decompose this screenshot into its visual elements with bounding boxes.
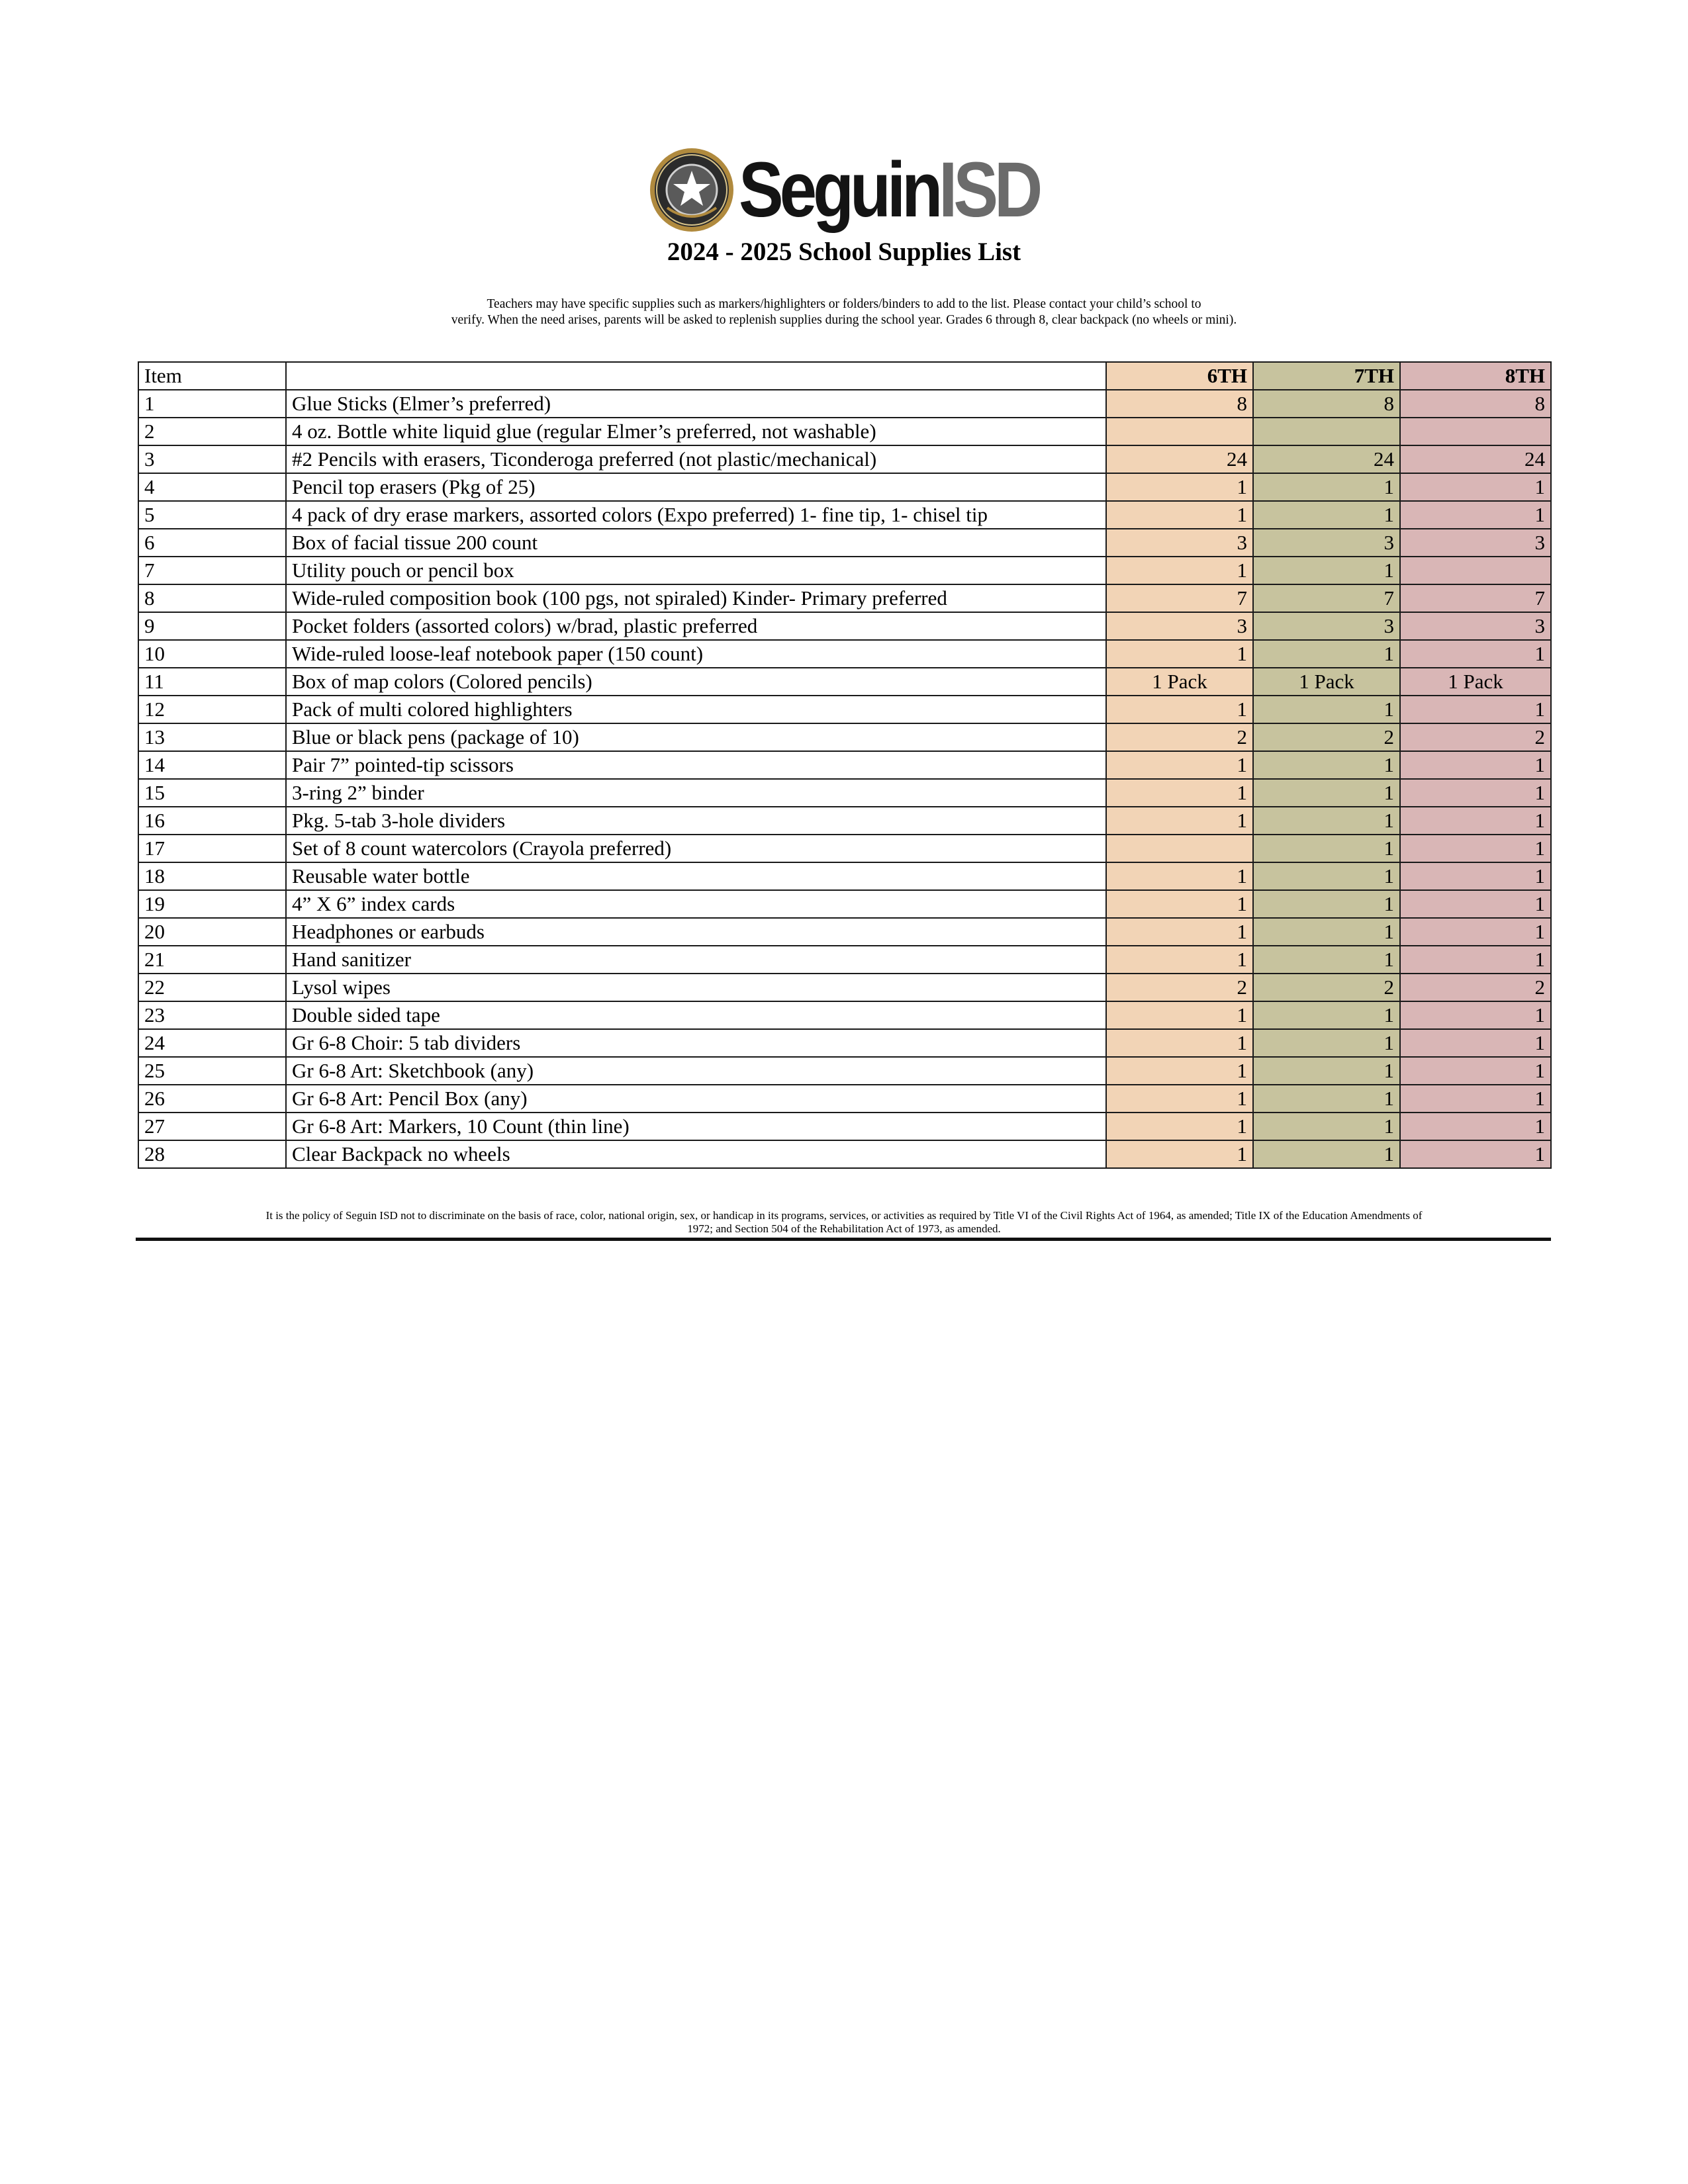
- cell-grade-8: 1: [1400, 1057, 1551, 1085]
- cell-grade-8: 1: [1400, 918, 1551, 946]
- cell-grade-6: 1: [1106, 640, 1253, 668]
- cell-description: Lysol wipes: [286, 974, 1106, 1001]
- cell-item-number: 18: [138, 862, 286, 890]
- intro-line: verify. When the need arises, parents will be asked to replenish supplies during the school year. Grades 6 through 8, clear backpack (no wheels or mini).: [451, 313, 1237, 327]
- cell-item-number: 21: [138, 946, 286, 974]
- table-row: [138, 640, 1551, 668]
- table-row: [138, 418, 1551, 445]
- cell-grade-8: 1: [1400, 501, 1551, 529]
- cell-grade-6: 2: [1106, 723, 1253, 751]
- table-row: [138, 501, 1551, 529]
- cell-grade-7: 1: [1253, 918, 1400, 946]
- cell-grade-8: 2: [1400, 723, 1551, 751]
- cell-description: 4 pack of dry erase markers, assorted colors (Expo preferred) 1- fine tip, 1- chisel tip: [286, 501, 1106, 529]
- cell-grade-8: 3: [1400, 612, 1551, 640]
- table-row: [138, 1085, 1551, 1113]
- supplies-table-body: [138, 362, 1551, 1168]
- cell-description: 4 oz. Bottle white liquid glue (regular Elmer’s preferred, not washable): [286, 418, 1106, 445]
- table-header-row: [138, 362, 1551, 390]
- cell-description: Gr 6-8 Art: Pencil Box (any): [286, 1085, 1106, 1113]
- cell-grade-7: 1: [1253, 640, 1400, 668]
- table-row: [138, 696, 1551, 723]
- cell-grade-7: 7: [1253, 584, 1400, 612]
- cell-grade-6: [1106, 835, 1253, 862]
- cell-grade-6: 1: [1106, 1140, 1253, 1168]
- cell-description: Hand sanitizer: [286, 946, 1106, 974]
- cell-grade-6: 1: [1106, 501, 1253, 529]
- cell-grade-6: 1: [1106, 557, 1253, 584]
- cell-grade-6: 1: [1106, 946, 1253, 974]
- cell-item-number: 23: [138, 1001, 286, 1029]
- cell-item-number: 28: [138, 1140, 286, 1168]
- cell-grade-6: 8: [1106, 390, 1253, 418]
- cell-description: Utility pouch or pencil box: [286, 557, 1106, 584]
- cell-description: Pair 7” pointed-tip scissors: [286, 751, 1106, 779]
- brand-wordmark-isd: ISD: [939, 146, 1039, 234]
- cell-description: Gr 6-8 Art: Sketchbook (any): [286, 1057, 1106, 1085]
- cell-grade-7: 3: [1253, 612, 1400, 640]
- cell-description: Pencil top erasers (Pkg of 25): [286, 473, 1106, 501]
- table-row: [138, 1140, 1551, 1168]
- cell-grade-6: 1: [1106, 1001, 1253, 1029]
- cell-description: Headphones or earbuds: [286, 918, 1106, 946]
- header-grade-7: 7TH: [1253, 362, 1400, 390]
- brand-wordmark-seguin: Seguin: [739, 146, 939, 234]
- cell-description: Pack of multi colored highlighters: [286, 696, 1106, 723]
- table-row: [138, 946, 1551, 974]
- cell-grade-7: 1: [1253, 473, 1400, 501]
- footer-divider: [136, 1238, 1551, 1241]
- intro-note: [371, 296, 1317, 328]
- table-row: [138, 974, 1551, 1001]
- cell-grade-7: 1: [1253, 1113, 1400, 1140]
- cell-grade-6: 3: [1106, 612, 1253, 640]
- cell-grade-7: 1: [1253, 807, 1400, 835]
- cell-description: Blue or black pens (package of 10): [286, 723, 1106, 751]
- table-row: [138, 751, 1551, 779]
- cell-description: Box of map colors (Colored pencils): [286, 668, 1106, 696]
- cell-grade-6: 1: [1106, 1057, 1253, 1085]
- cell-grade-8: 1: [1400, 1140, 1551, 1168]
- cell-grade-8: 1: [1400, 473, 1551, 501]
- cell-item-number: 15: [138, 779, 286, 807]
- cell-grade-8: 1: [1400, 862, 1551, 890]
- cell-item-number: 7: [138, 557, 286, 584]
- cell-grade-8: 2: [1400, 974, 1551, 1001]
- cell-description: Pocket folders (assorted colors) w/brad, plastic preferred: [286, 612, 1106, 640]
- cell-item-number: 13: [138, 723, 286, 751]
- cell-grade-6: 1: [1106, 862, 1253, 890]
- cell-description: Box of facial tissue 200 count: [286, 529, 1106, 557]
- cell-item-number: 17: [138, 835, 286, 862]
- disclaimer-line: 1972; and Section 504 of the Rehabilitation Act of 1973, as amended.: [687, 1222, 1001, 1235]
- cell-grade-7: 1: [1253, 501, 1400, 529]
- cell-grade-6: 2: [1106, 974, 1253, 1001]
- cell-grade-7: 1: [1253, 696, 1400, 723]
- table-row: [138, 1113, 1551, 1140]
- cell-item-number: 1: [138, 390, 286, 418]
- table-row: [138, 1001, 1551, 1029]
- cell-grade-8: 8: [1400, 390, 1551, 418]
- header-description: [286, 362, 1106, 390]
- district-seal-icon: [649, 147, 735, 233]
- cell-item-number: 19: [138, 890, 286, 918]
- table-row: [138, 862, 1551, 890]
- cell-grade-6: 1: [1106, 1113, 1253, 1140]
- nondiscrimination-disclaimer: [142, 1209, 1546, 1236]
- cell-grade-6: 1: [1106, 779, 1253, 807]
- table-row: [138, 668, 1551, 696]
- cell-item-number: 11: [138, 668, 286, 696]
- table-row: [138, 779, 1551, 807]
- table-row: [138, 835, 1551, 862]
- table-row: [138, 890, 1551, 918]
- cell-item-number: 12: [138, 696, 286, 723]
- header-grade-6: 6TH: [1106, 362, 1253, 390]
- cell-grade-8: 3: [1400, 529, 1551, 557]
- cell-description: Double sided tape: [286, 1001, 1106, 1029]
- cell-item-number: 26: [138, 1085, 286, 1113]
- table-row: [138, 529, 1551, 557]
- cell-description: 4” X 6” index cards: [286, 890, 1106, 918]
- cell-item-number: 14: [138, 751, 286, 779]
- cell-item-number: 8: [138, 584, 286, 612]
- cell-grade-6: 1: [1106, 1029, 1253, 1057]
- cell-grade-8: 1: [1400, 1029, 1551, 1057]
- cell-description: 3-ring 2” binder: [286, 779, 1106, 807]
- table-row: [138, 445, 1551, 473]
- cell-grade-7: 1 Pack: [1253, 668, 1400, 696]
- cell-grade-8: 1: [1400, 1113, 1551, 1140]
- cell-grade-6: 7: [1106, 584, 1253, 612]
- cell-description: Glue Sticks (Elmer’s preferred): [286, 390, 1106, 418]
- cell-item-number: 22: [138, 974, 286, 1001]
- cell-item-number: 9: [138, 612, 286, 640]
- cell-grade-8: 1: [1400, 751, 1551, 779]
- cell-grade-8: 1: [1400, 946, 1551, 974]
- cell-grade-7: 1: [1253, 1001, 1400, 1029]
- cell-item-number: 24: [138, 1029, 286, 1057]
- cell-item-number: 3: [138, 445, 286, 473]
- cell-grade-7: 1: [1253, 835, 1400, 862]
- cell-grade-6: 24: [1106, 445, 1253, 473]
- cell-grade-7: [1253, 418, 1400, 445]
- table-row: [138, 918, 1551, 946]
- table-row: [138, 390, 1551, 418]
- cell-grade-6: 1: [1106, 473, 1253, 501]
- cell-grade-8: 1: [1400, 835, 1551, 862]
- cell-grade-7: 1: [1253, 751, 1400, 779]
- cell-grade-7: 1: [1253, 1057, 1400, 1085]
- cell-description: Reusable water bottle: [286, 862, 1106, 890]
- cell-grade-8: [1400, 418, 1551, 445]
- cell-grade-7: 1: [1253, 862, 1400, 890]
- cell-grade-7: 1: [1253, 1029, 1400, 1057]
- cell-item-number: 10: [138, 640, 286, 668]
- cell-grade-8: 1: [1400, 640, 1551, 668]
- cell-description: #2 Pencils with erasers, Ticonderoga preferred (not plastic/mechanical): [286, 445, 1106, 473]
- header-grade-8: 8TH: [1400, 362, 1551, 390]
- cell-grade-8: 1: [1400, 807, 1551, 835]
- cell-grade-6: 1: [1106, 807, 1253, 835]
- cell-grade-6: 1: [1106, 751, 1253, 779]
- cell-grade-8: 1: [1400, 779, 1551, 807]
- cell-grade-7: 8: [1253, 390, 1400, 418]
- cell-grade-8: 1: [1400, 890, 1551, 918]
- cell-grade-7: 2: [1253, 723, 1400, 751]
- table-row: [138, 1057, 1551, 1085]
- cell-grade-7: 1: [1253, 1140, 1400, 1168]
- cell-grade-6: 1: [1106, 1085, 1253, 1113]
- cell-grade-7: 3: [1253, 529, 1400, 557]
- cell-item-number: 2: [138, 418, 286, 445]
- cell-grade-7: 1: [1253, 557, 1400, 584]
- cell-grade-8: 1: [1400, 1001, 1551, 1029]
- table-row: [138, 584, 1551, 612]
- header-item: Item: [138, 362, 286, 390]
- cell-grade-6: 1: [1106, 890, 1253, 918]
- cell-grade-7: 24: [1253, 445, 1400, 473]
- cell-description: Wide-ruled loose-leaf notebook paper (150 count): [286, 640, 1106, 668]
- intro-line: Teachers may have specific supplies such as markers/highlighters or folders/binders to add to the list. Please contact your child’s school to: [487, 297, 1201, 311]
- cell-grade-6: 3: [1106, 529, 1253, 557]
- cell-grade-7: 1: [1253, 946, 1400, 974]
- table-row: [138, 1029, 1551, 1057]
- cell-grade-8: 1: [1400, 696, 1551, 723]
- cell-description: Set of 8 count watercolors (Crayola preferred): [286, 835, 1106, 862]
- brand-wordmark: [739, 146, 1039, 234]
- cell-item-number: 20: [138, 918, 286, 946]
- table-row: [138, 807, 1551, 835]
- page-title: 2024 - 2025 School Supplies List: [667, 238, 1021, 266]
- cell-grade-7: 1: [1253, 779, 1400, 807]
- cell-description: Wide-ruled composition book (100 pgs, not spiraled) Kinder- Primary preferred: [286, 584, 1106, 612]
- cell-description: Gr 6-8 Art: Markers, 10 Count (thin line): [286, 1113, 1106, 1140]
- cell-grade-7: 1: [1253, 1085, 1400, 1113]
- cell-description: Pkg. 5-tab 3-hole dividers: [286, 807, 1106, 835]
- cell-grade-8: [1400, 557, 1551, 584]
- cell-grade-6: 1: [1106, 918, 1253, 946]
- cell-item-number: 6: [138, 529, 286, 557]
- cell-item-number: 5: [138, 501, 286, 529]
- supplies-table: [138, 361, 1552, 1169]
- table-row: [138, 612, 1551, 640]
- disclaimer-line: It is the policy of Seguin ISD not to discriminate on the basis of race, color, national origin, sex, or handicap in its programs, services, or activities as required by Title VI of the Civil Rights Act of 1964, as amended; Title IX of the Education Amendments of: [265, 1209, 1423, 1222]
- cell-grade-6: [1106, 418, 1253, 445]
- table-row: [138, 557, 1551, 584]
- cell-grade-7: 2: [1253, 974, 1400, 1001]
- cell-grade-8: 1: [1400, 1085, 1551, 1113]
- cell-grade-6: 1: [1106, 696, 1253, 723]
- cell-grade-8: 7: [1400, 584, 1551, 612]
- cell-description: Clear Backpack no wheels: [286, 1140, 1106, 1168]
- cell-description: Gr 6-8 Choir: 5 tab dividers: [286, 1029, 1106, 1057]
- table-row: [138, 723, 1551, 751]
- cell-grade-6: 1 Pack: [1106, 668, 1253, 696]
- cell-item-number: 16: [138, 807, 286, 835]
- cell-grade-8: 24: [1400, 445, 1551, 473]
- table-row: [138, 473, 1551, 501]
- seguin-isd-logo: [649, 147, 1046, 233]
- cell-grade-8: 1 Pack: [1400, 668, 1551, 696]
- cell-item-number: 25: [138, 1057, 286, 1085]
- cell-grade-7: 1: [1253, 890, 1400, 918]
- cell-item-number: 4: [138, 473, 286, 501]
- cell-item-number: 27: [138, 1113, 286, 1140]
